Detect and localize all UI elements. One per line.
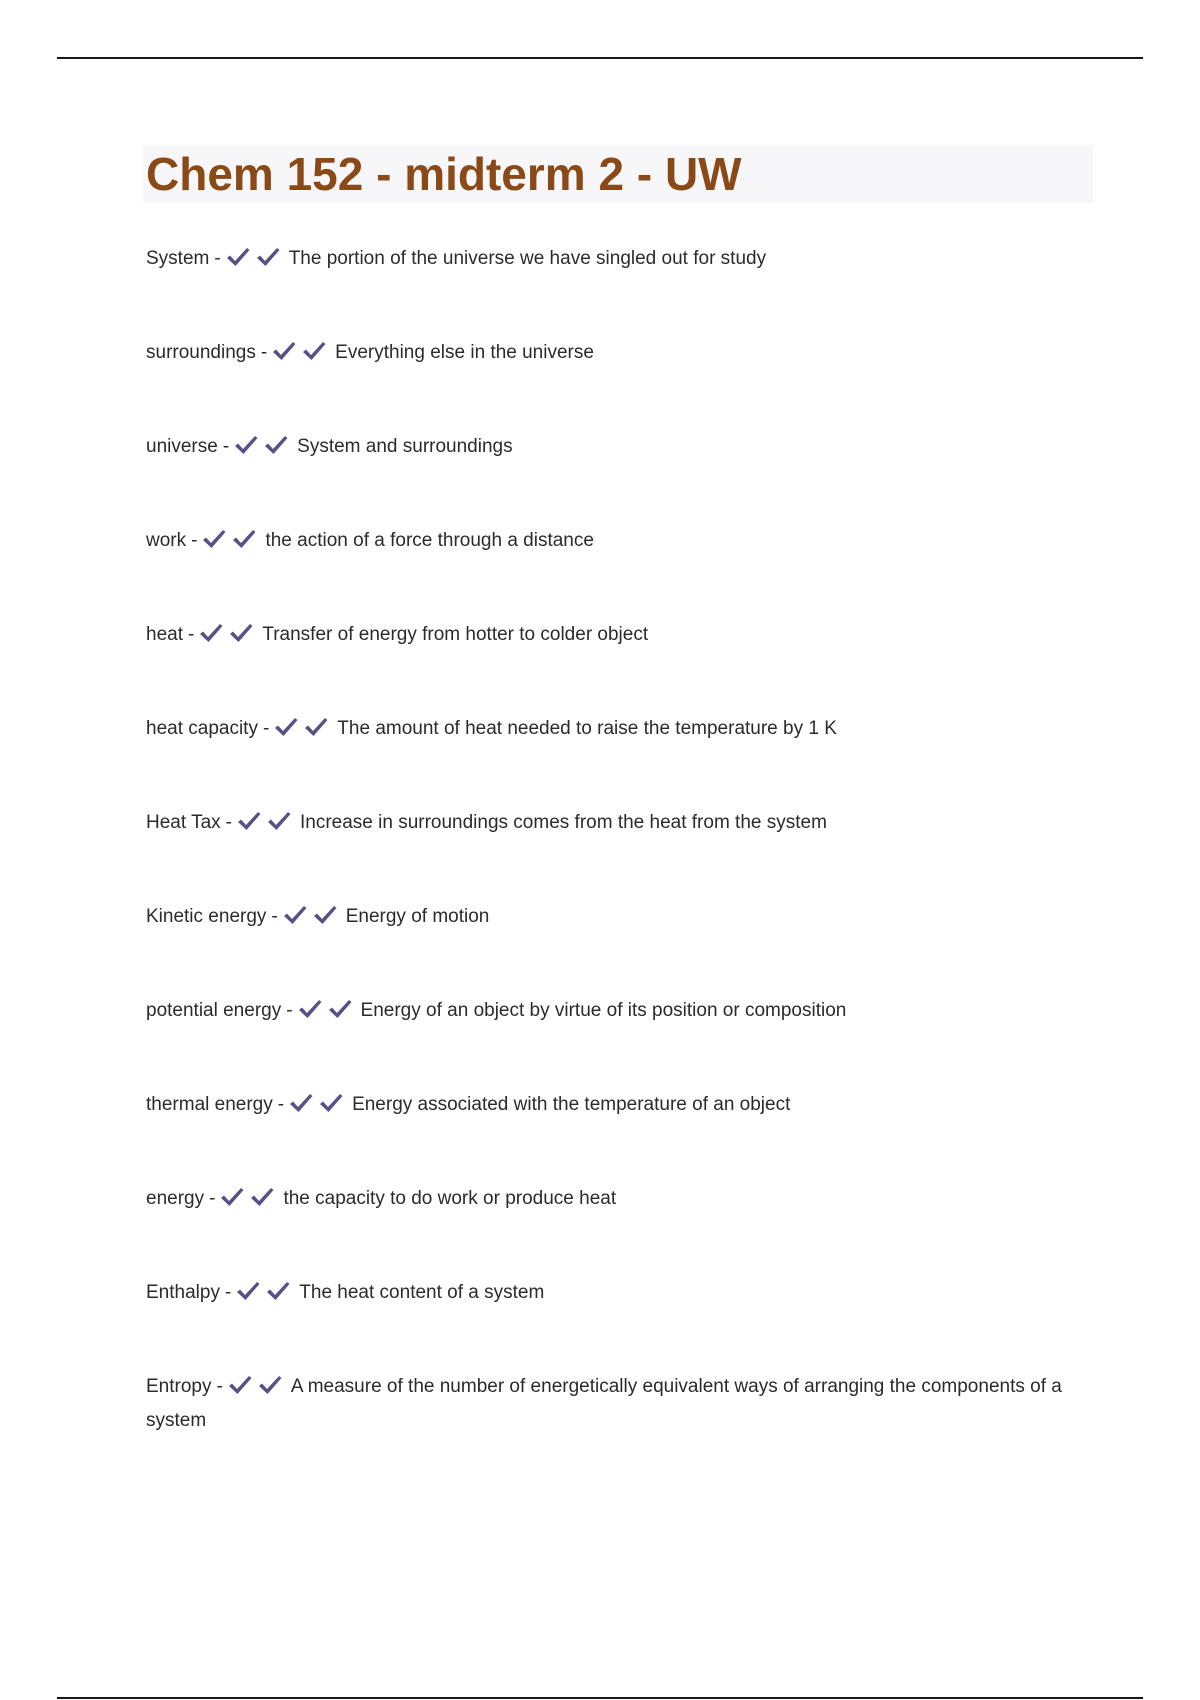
check-icon — [257, 1374, 283, 1396]
check-icon — [327, 998, 353, 1020]
list-item — [146, 244, 1086, 338]
check-marks — [219, 1186, 279, 1218]
term: work — [146, 530, 187, 551]
check-marks — [273, 716, 333, 748]
definition: the action of a force through a distance — [265, 530, 594, 551]
separator: - — [260, 342, 268, 363]
definition: Increase in surroundings comes from the heat from the system — [299, 812, 827, 833]
check-marks — [233, 434, 293, 466]
definition: Energy of motion — [345, 906, 490, 927]
definition: Transfer of energy from hotter to colder object — [262, 624, 649, 645]
separator: - — [224, 1282, 232, 1303]
term: thermal energy — [146, 1094, 273, 1115]
check-icon — [233, 434, 259, 456]
definition: The amount of heat needed to raise the temperature by 1 K — [337, 718, 837, 739]
check-icon — [312, 904, 338, 926]
term: heat — [146, 624, 183, 645]
term: surroundings — [146, 342, 256, 363]
check-icon — [303, 716, 329, 738]
term: System — [146, 248, 210, 269]
list-item — [146, 1372, 1086, 1436]
separator: - — [225, 812, 232, 833]
separator: - — [191, 530, 198, 551]
definition: Energy of an object by virtue of its position or composition — [360, 1000, 847, 1021]
list-item — [146, 808, 1086, 902]
term: Enthalpy — [146, 1282, 220, 1303]
list-item — [146, 996, 1086, 1090]
check-marks — [227, 1374, 287, 1406]
check-icon — [228, 622, 254, 644]
list-item — [146, 432, 1086, 526]
check-marks — [271, 340, 331, 372]
definition: Everything else in the universe — [335, 342, 594, 363]
list-item — [146, 1184, 1086, 1278]
separator: - — [214, 248, 221, 269]
term: Kinetic energy — [146, 906, 267, 927]
check-icon — [263, 434, 289, 456]
definition: System and surroundings — [297, 436, 513, 457]
separator: - — [222, 436, 230, 457]
check-icon — [236, 810, 262, 832]
check-icon — [255, 246, 281, 268]
term: potential energy — [146, 1000, 282, 1021]
check-icon — [318, 1092, 344, 1114]
check-icon — [219, 1186, 245, 1208]
check-icon — [249, 1186, 275, 1208]
check-icon — [266, 810, 292, 832]
check-icon — [288, 1092, 314, 1114]
list-item — [146, 1278, 1086, 1372]
list-item — [146, 714, 1086, 808]
separator: - — [277, 1094, 285, 1115]
check-marks — [235, 1280, 295, 1312]
check-marks — [225, 246, 285, 278]
definition: the capacity to do work or produce heat — [283, 1188, 617, 1209]
term: heat capacity — [146, 718, 258, 739]
separator: - — [271, 906, 278, 927]
separator: - — [286, 1000, 293, 1021]
check-icon — [273, 716, 299, 738]
check-icon — [227, 1374, 253, 1396]
definition: The heat content of a system — [299, 1282, 545, 1303]
list-item — [146, 902, 1086, 996]
document-title: Chem 152 - midterm 2 - UW — [146, 148, 742, 200]
definition: A measure of the number of energetically equivalent ways of arranging the components of a system — [146, 1376, 1062, 1431]
check-icon — [282, 904, 308, 926]
check-icon — [235, 1280, 261, 1302]
list-item — [146, 1090, 1086, 1184]
separator: - — [262, 718, 270, 739]
bottom-rule — [57, 1697, 1143, 1699]
check-icon — [301, 340, 327, 362]
check-icon — [297, 998, 323, 1020]
separator: - — [216, 1376, 223, 1397]
list-item — [146, 338, 1086, 432]
definition: Energy associated with the temperature of an object — [352, 1094, 791, 1115]
check-marks — [201, 528, 261, 560]
check-marks — [236, 810, 296, 842]
check-icon — [201, 528, 227, 550]
flashcard-list — [146, 244, 1086, 1436]
check-marks — [198, 622, 258, 654]
check-marks — [282, 904, 342, 936]
term: universe — [146, 436, 218, 457]
list-item — [146, 620, 1086, 714]
definition: The portion of the universe we have singled out for study — [288, 248, 767, 269]
separator: - — [209, 1188, 216, 1209]
separator: - — [187, 624, 195, 645]
top-rule — [57, 57, 1143, 59]
check-icon — [198, 622, 224, 644]
check-icon — [271, 340, 297, 362]
check-marks — [297, 998, 357, 1030]
check-icon — [231, 528, 257, 550]
term: Entropy — [146, 1376, 212, 1397]
check-marks — [288, 1092, 348, 1124]
check-icon — [225, 246, 251, 268]
check-icon — [265, 1280, 291, 1302]
term: Heat Tax — [146, 812, 221, 833]
list-item — [146, 526, 1086, 620]
term: energy — [146, 1188, 205, 1209]
